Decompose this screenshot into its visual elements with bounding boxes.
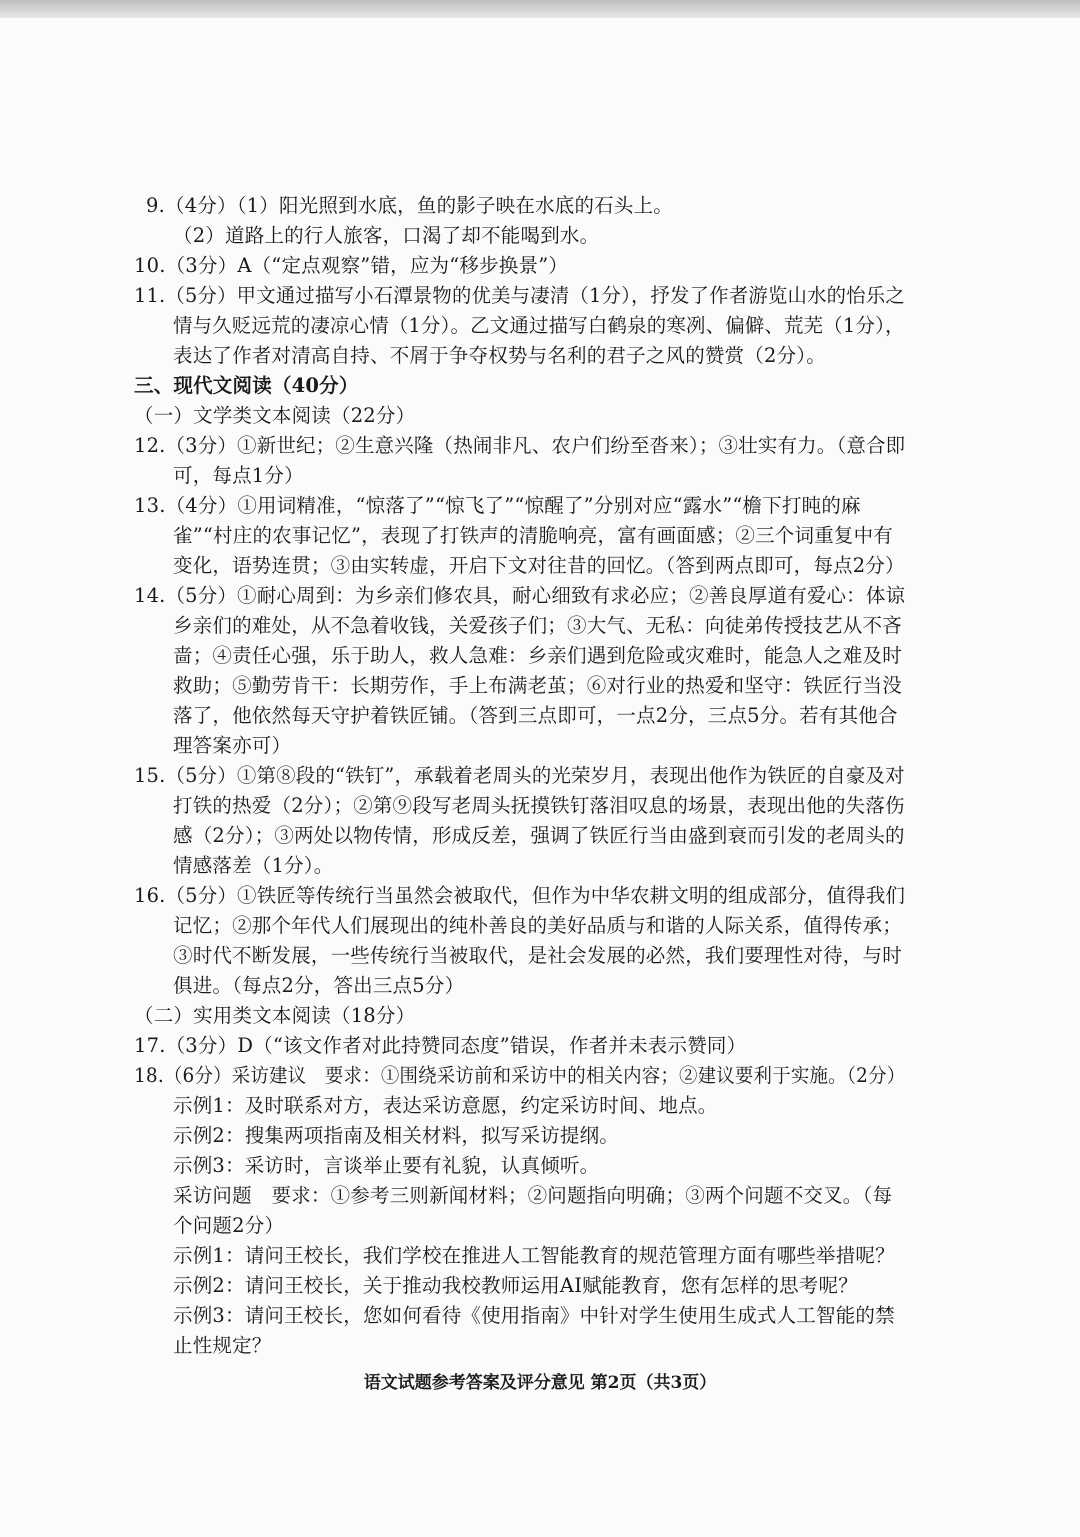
answer-line: 落了，他依然每天守护着铁匠铺。（答到三点即可，一点2分，三点5分。若有其他合 [173,704,898,727]
answer-line: 13.（4分）①用词精准，“惊落了”“惊飞了”“惊醒了”分别对应“露水”“檐下打盹的麻 [134,494,861,517]
answer-line: 感（2分）；③两处以物传情，形成反差，强调了铁匠行当由盛到衰而引发的老周头的 [173,824,905,847]
answer-line: 10.（3分）A（“定点观察”错，应为“移步换景”） [134,254,569,277]
answer-line: 理答案亦可） [173,734,292,757]
answer-line: 15.（5分）①第⑧段的“铁钉”，承载着老周头的光荣岁月，表现出他作为铁匠的自豪及对 [134,764,905,787]
answer-line: 17.（3分）D（“该文作者对此持赞同态度”错误，作者并未表示赞同） [134,1034,747,1057]
answer-line: 14.（5分）①耐心周到：为乡亲们修农具，耐心细致有求必应；②善良厚道有爱心：体谅 [134,584,906,607]
answer-line: 示例2：请问王校长，关于推动我校教师运用AI赋能教育，您有怎样的思考呢？ [173,1274,858,1297]
answer-line: 采访问题 要求：①参考三则新闻材料；②问题指向明确；③两个问题不交叉。（每 [173,1184,893,1207]
scan-top-edge [0,0,1080,18]
subsection-heading: （一）文学类文本阅读（22分） [134,404,416,427]
answer-line: 个问题2分） [173,1214,285,1237]
answer-line: 9.（4分）（1）阳光照到水底，鱼的影子映在水底的石头上。 [146,194,673,217]
answer-line: 记忆；②那个年代人们展现出的纯朴善良的美好品质与和谐的人际关系，值得传承； [173,914,902,937]
answer-line: 18.（6分）采访建议 要求：①围绕采访前和采访中的相关内容；②建议要利于实施。（2分） [134,1064,906,1087]
answer-line: 12.（3分）①新世纪；②生意兴隆（热闹非凡、农户们纷至沓来）；③壮实有力。（意合即 [134,434,906,457]
answer-line: 救助；⑤勤劳肯干：长期劳作，手上布满老茧；⑥对行业的热爱和坚守：铁匠行当没 [173,674,902,697]
answer-line: 乡亲们的难处，从不急着收钱，关爱孩子们；③大气、无私：向徒弟传授技艺从不吝 [173,614,902,637]
answer-line: 雀”“村庄的农事记忆”，表现了打铁声的清脆响亮，富有画面感；②三个词重复中有 [173,524,894,547]
answer-line: 俱进。（每点2分，答出三点5分） [173,974,465,997]
subsection-heading: （二）实用类文本阅读（18分） [134,1004,416,1027]
answer-line: ③时代不断发展，一些传统行当被取代，是社会发展的必然，我们要理性对待，与时 [173,944,902,967]
answer-line: 情与久贬远荒的凄凉心情（1分）。乙文通过描写白鹤泉的寒冽、偏僻、荒芜（1分）， [173,314,905,337]
section-heading: 三、现代文阅读（40分） [134,374,359,397]
answer-line: 示例1：请问王校长，我们学校在推进人工智能教育的规范管理方面有哪些举措呢？ [173,1244,895,1267]
answer-line: 变化，语势连贯；③由实转虚，开启下文对往昔的回忆。（答到两点即可，每点2分） [173,554,905,577]
answer-line: 打铁的热爱（2分）；②第⑨段写老周头抚摸铁钉落泪叹息的场景，表现出他的失落伤 [173,794,905,817]
answer-line: 止性规定？ [173,1334,272,1357]
answer-line: （2）道路上的行人旅客，口渴了却不能喝到水。 [173,224,600,247]
answer-line: 示例2：搜集两项指南及相关材料，拟写采访提纲。 [173,1124,620,1147]
answer-sheet-page [0,18,1080,1537]
page-footer: 语文试题参考答案及评分意见 第2页（共3页） [363,1373,717,1393]
answer-line: 表达了作者对清高自持、不屑于争夺权势与名利的君子之风的赞赏（2分）。 [173,344,826,367]
answer-line: 情感落差（1分）。 [173,854,334,877]
answer-line: 啬；④责任心强，乐于助人，救人急难：乡亲们遇到危险或灾难时，能急人之难及时 [173,644,902,667]
answer-line: 示例3：请问王校长，您如何看待《使用指南》中针对学生使用生成式人工智能的禁 [173,1304,895,1327]
answer-line: 11.（5分）甲文通过描写小石潭景物的优美与凄清（1分），抒发了作者游览山水的怡乐之 [134,284,905,307]
answer-line: 16.（5分）①铁匠等传统行当虽然会被取代，但作为中华农耕文明的组成部分，值得我们 [134,884,906,907]
answer-line: 示例3：采访时，言谈举止要有礼貌，认真倾听。 [173,1154,600,1177]
answer-line: 可，每点1分） [173,464,304,487]
answer-line: 示例1：及时联系对方，表达采访意愿，约定采访时间、地点。 [173,1094,718,1117]
